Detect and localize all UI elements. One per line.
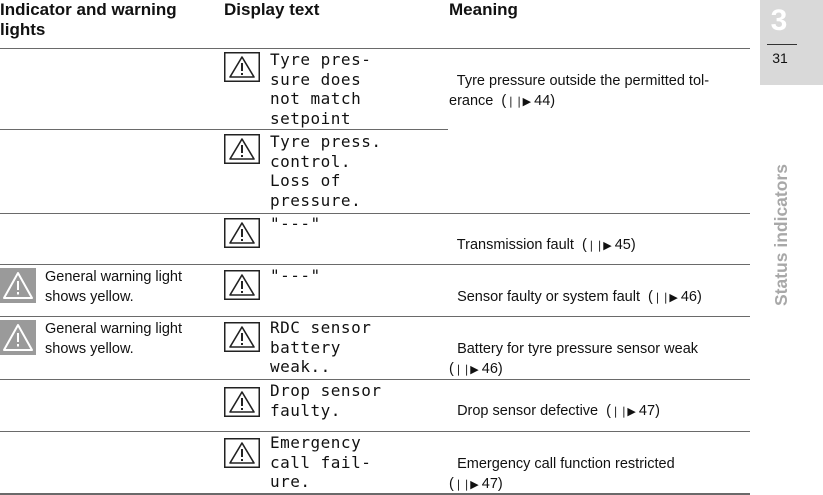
- rule-row2: [0, 213, 750, 214]
- display-text-drop-sensor-faulty: Drop sensor faulty.: [270, 381, 382, 420]
- page-reference: 45): [610, 237, 636, 253]
- page-reference: 47): [634, 403, 660, 419]
- meaning-text: Battery for tyre pressure sensor weak (: [449, 341, 699, 377]
- meaning-text: Transmission fault (: [456, 237, 587, 253]
- display-text-rdc-sensor-battery: RDC sensor battery weak..: [270, 318, 372, 376]
- header-meaning: Meaning: [449, 0, 518, 19]
- general-warning-light-icon: [0, 320, 36, 355]
- page-reference-arrow-icon: ❘❘▶: [453, 479, 478, 491]
- warning-triangle-icon: [224, 270, 260, 300]
- section-title-vertical: Status indicators: [771, 164, 791, 306]
- meaning-text: Sensor faulty or system fault (: [457, 289, 653, 305]
- meaning-sensor-faulty: [449, 267, 739, 308]
- display-text-dashes: "---": [270, 266, 321, 285]
- warning-triangle-icon: [224, 387, 260, 417]
- meaning-tyre-pressure-tolerance: [449, 51, 739, 112]
- display-text-emergency-call-failure: Emergency call fail- ure.: [270, 433, 372, 491]
- meaning-battery-weak: [449, 319, 739, 380]
- page-reference-arrow-icon: ❘❘▶: [652, 292, 677, 304]
- indicator-general-warning-yellow: General warning light shows yellow.: [45, 269, 183, 305]
- page-reference: 46): [676, 289, 702, 305]
- meaning-emergency-call-restricted: [449, 434, 739, 495]
- display-text-tyre-pressure-setpoint: Tyre pres- sure does not match setpoint: [270, 50, 372, 128]
- indicator-general-warning-yellow: General warning light shows yellow.: [45, 321, 183, 357]
- warning-triangle-icon: [224, 52, 260, 82]
- warning-triangle-icon: [224, 218, 260, 248]
- page-reference-arrow-icon: ❘❘▶: [506, 96, 531, 108]
- page-number: 31: [772, 50, 788, 66]
- rule-row3: [0, 264, 750, 265]
- warning-triangle-icon: [224, 322, 260, 352]
- warning-triangle-icon: [224, 134, 260, 164]
- rule-row1: [0, 129, 448, 130]
- page-reference-arrow-icon: ❘❘▶: [611, 406, 635, 418]
- header-display-text: Display text: [224, 0, 320, 19]
- page-reference: 44): [530, 93, 556, 109]
- page-reference: 46): [477, 361, 503, 377]
- meaning-text: Tyre pressure outside the permitted tol- erance (: [449, 73, 710, 109]
- meaning-transmission-fault: [449, 215, 739, 256]
- rule-row4: [0, 316, 750, 317]
- meaning-text: Drop sensor defective (: [457, 403, 611, 419]
- chapter-number: 3: [770, 4, 788, 37]
- page-reference-arrow-icon: ❘❘▶: [453, 364, 478, 376]
- warning-triangle-icon: [224, 438, 260, 468]
- general-warning-light-icon: [0, 268, 36, 303]
- display-text-tyre-press-control: Tyre press. control. Loss of pressure.: [270, 132, 382, 210]
- header-indicator-lights: Indicator and warning lights: [0, 0, 177, 39]
- chapter-divider: [767, 44, 797, 45]
- page-reference-arrow-icon: ❘❘▶: [586, 240, 611, 252]
- meaning-drop-sensor-defective: [449, 381, 739, 422]
- meaning-text: Emergency call function restricted (: [449, 456, 675, 492]
- display-text-dashes: "---": [270, 214, 321, 233]
- page-reference: 47): [477, 476, 503, 492]
- rule-header: [0, 48, 750, 49]
- rule-row6: [0, 431, 750, 432]
